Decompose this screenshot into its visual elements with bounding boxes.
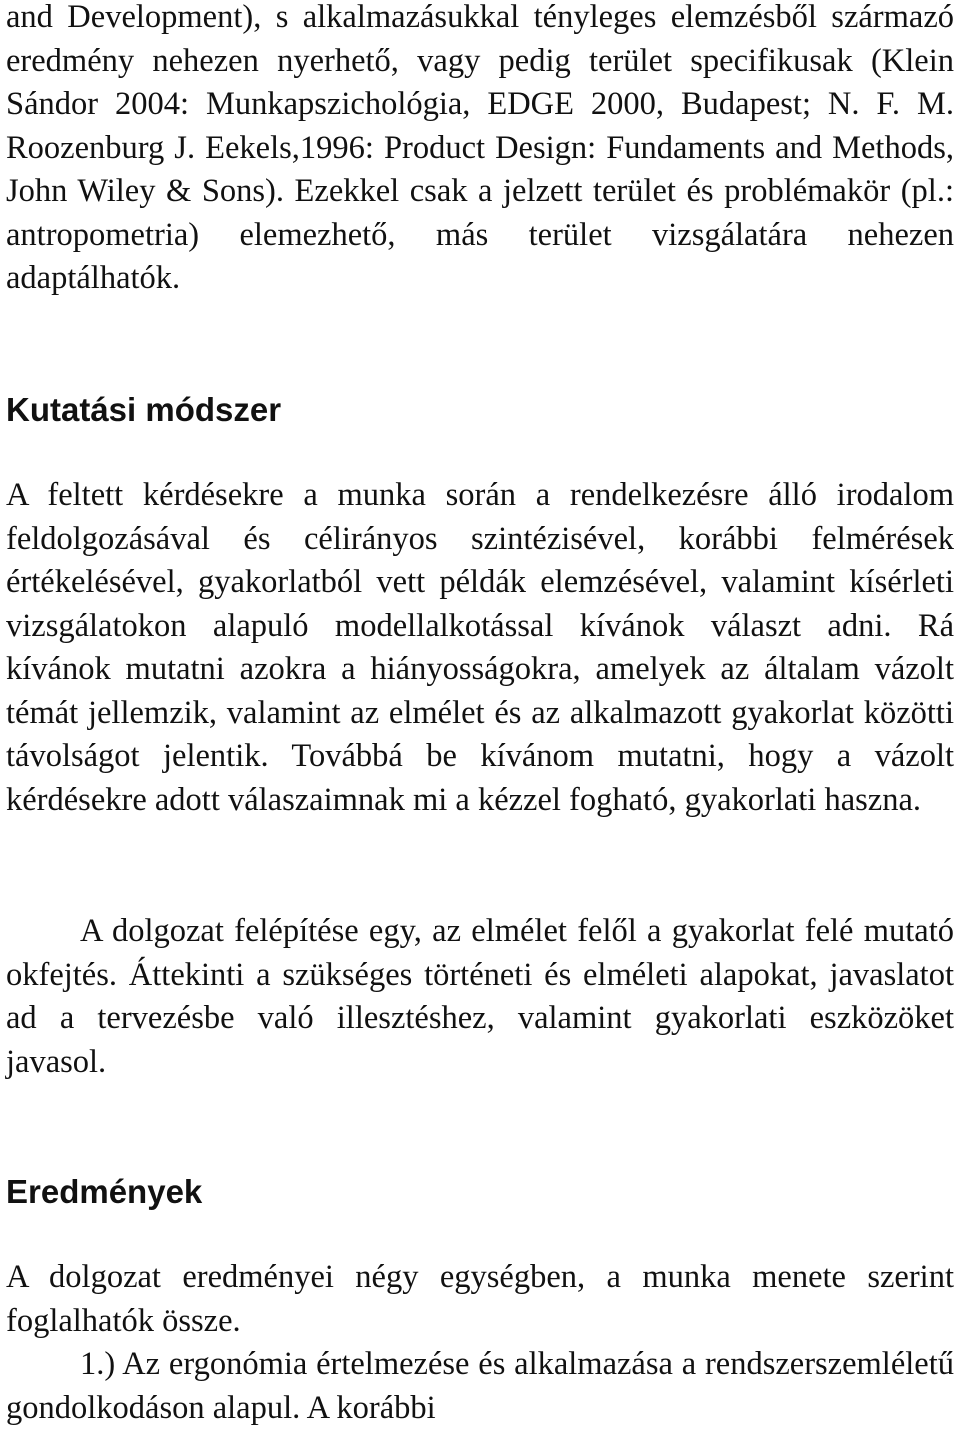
section-heading-research-method: Kutatási módszer	[6, 391, 282, 428]
body-paragraph: and Development), s alkalmazásukkal tényleges elemzésből származó eredmény nehezen nyerhető, vagy pedig terület specifikusak (Klein Sándor 2004: Munkapszichológia, EDGE 2000, Budapest; N. F. M. Roozenburg J. Eekels,1996: Product Design: Fundaments and Methods, John Wiley & Sons). Ezekkel csak a jelzett terület és problémakör (pl.: antropometria) elemezhető, más terület vizsgálatára nehezen adaptálhatók.	[6, 0, 954, 296]
body-paragraph: A dolgozat eredményei négy egységben, a munka menete szerint foglalhatók össze.	[6, 1259, 954, 1339]
body-paragraph: 1.) Az ergonómia értelmezése és alkalmazása a rendszerszemléletű gondolkodáson alapul. A korábbi	[6, 1346, 954, 1426]
section-heading-results: Eredmények	[6, 1173, 203, 1210]
body-paragraph: A feltett kérdésekre a munka során a rendelkezésre álló irodalom feldolgozásával és célirányos szintézisével, korábbi felmérések értékelésével, gyakorlatból vett példák elemzésével, valamint kísérleti vizsgálatokon alapuló modellalkotással kívánok választ adni. Rá kívánok mutatni azokra a hiányosságokra, amelyek az általam vázolt témát jellemzik, valamint az elmélet és az alkalmazott gyakorlat közötti távolságot jelentik. Továbbá be kívánom mutatni, hogy a vázolt kérdésekre adott válaszaimnak mi a kézzel fogható, gyakorlati haszna.	[6, 477, 954, 818]
body-paragraph: A dolgozat felépítése egy, az elmélet felől a gyakorlat felé mutató okfejtés. Áttekinti a szükséges történeti és elméleti alapokat, javaslatot ad a tervezésbe való illesztéshez, valamint gyakorlati eszközöket javasol.	[6, 913, 954, 1080]
